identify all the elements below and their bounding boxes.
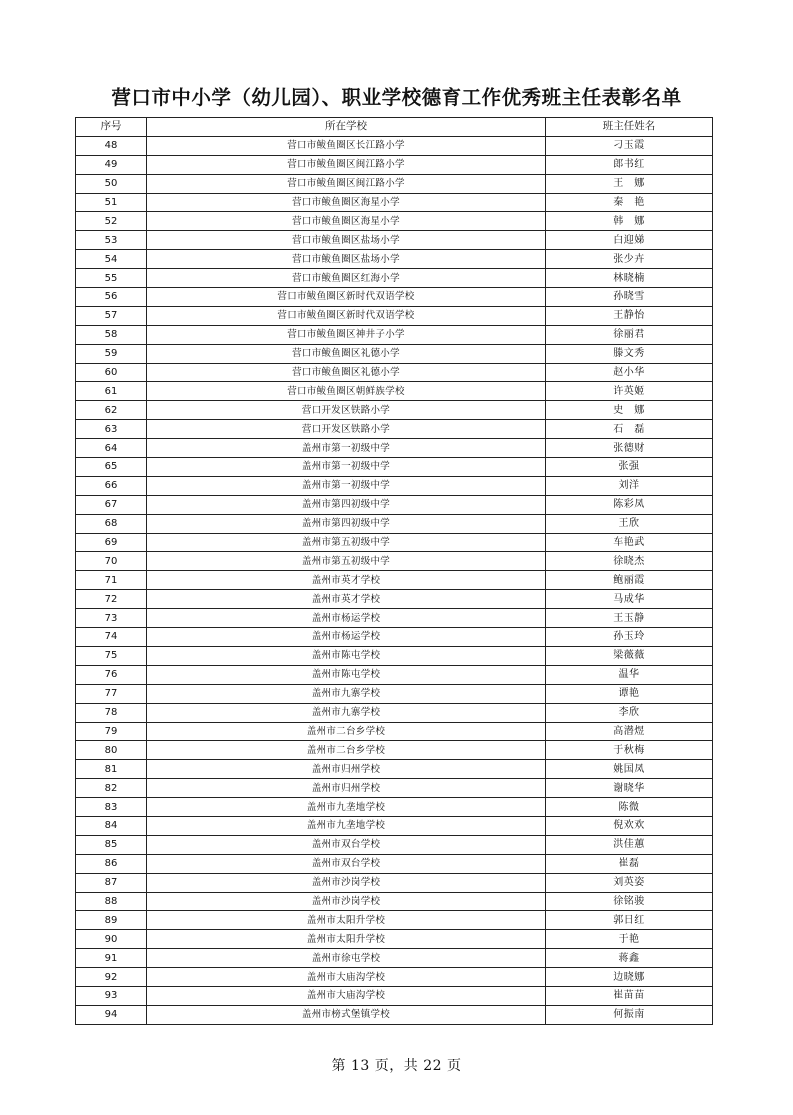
teacher-name: 郎书红 [546, 155, 713, 174]
teacher-name: 谭艳 [546, 684, 713, 703]
school-name: 营口开发区铁路小学 [147, 420, 546, 439]
table-row [76, 174, 713, 193]
table-row [76, 306, 713, 325]
row-number: 92 [76, 968, 147, 987]
row-number: 86 [76, 854, 147, 873]
teacher-name: 于艳 [546, 930, 713, 949]
table-row [76, 741, 713, 760]
table-row [76, 401, 713, 420]
table-row [76, 325, 713, 344]
teacher-name: 鲍丽霞 [546, 571, 713, 590]
school-name: 盖州市第五初级中学 [147, 533, 546, 552]
row-number: 93 [76, 986, 147, 1005]
row-number: 69 [76, 533, 147, 552]
teacher-name: 王欣 [546, 514, 713, 533]
table-row [76, 816, 713, 835]
table-row [76, 439, 713, 458]
table-body [76, 136, 713, 1024]
row-number: 75 [76, 646, 147, 665]
row-number: 79 [76, 722, 147, 741]
row-number: 55 [76, 269, 147, 288]
school-name: 盖州市太阳升学校 [147, 911, 546, 930]
teacher-name: 高潜煜 [546, 722, 713, 741]
table-row [76, 646, 713, 665]
teacher-name: 梁薇薇 [546, 646, 713, 665]
row-number: 66 [76, 476, 147, 495]
teacher-name: 张强 [546, 458, 713, 477]
page-title: 营口市中小学（幼儿园）、职业学校德育工作优秀班主任表彰名单 [111, 86, 682, 109]
row-number: 90 [76, 930, 147, 949]
school-name: 营口市鲅鱼圈区礼德小学 [147, 344, 546, 363]
teacher-name: 王玉静 [546, 609, 713, 628]
school-name: 营口市鲅鱼圈区盐场小学 [147, 231, 546, 250]
table-row [76, 571, 713, 590]
teacher-name: 韩 娜 [546, 212, 713, 231]
row-number: 54 [76, 250, 147, 269]
teacher-name: 蒋鑫 [546, 949, 713, 968]
school-name: 营口市鲅鱼圈区礼德小学 [147, 363, 546, 382]
table-header-row [76, 118, 713, 137]
teacher-name: 温华 [546, 665, 713, 684]
school-name: 盖州市九垄地学校 [147, 816, 546, 835]
school-name: 营口市鲅鱼圈区新时代双语学校 [147, 306, 546, 325]
row-number: 61 [76, 382, 147, 401]
teacher-name: 倪欢欢 [546, 816, 713, 835]
row-number: 88 [76, 892, 147, 911]
teacher-name: 秦 艳 [546, 193, 713, 212]
school-name: 盖州市第一初级中学 [147, 476, 546, 495]
table-row [76, 363, 713, 382]
table-row [76, 514, 713, 533]
school-name: 营口市鲅鱼圈区海星小学 [147, 212, 546, 231]
table-row [76, 949, 713, 968]
table-row [76, 854, 713, 873]
row-number: 91 [76, 949, 147, 968]
school-name: 盖州市二台乡学校 [147, 741, 546, 760]
table-row [76, 684, 713, 703]
row-number: 70 [76, 552, 147, 571]
school-name: 营口市鲅鱼圈区闽江路小学 [147, 174, 546, 193]
row-number: 71 [76, 571, 147, 590]
table-row [76, 344, 713, 363]
teacher-name: 陈彩凤 [546, 495, 713, 514]
teacher-name: 徐丽君 [546, 325, 713, 344]
row-number: 67 [76, 495, 147, 514]
table-row [76, 533, 713, 552]
school-name: 盖州市第五初级中学 [147, 552, 546, 571]
teacher-name: 石 磊 [546, 420, 713, 439]
table-row [76, 495, 713, 514]
row-number: 48 [76, 136, 147, 155]
table-row [76, 382, 713, 401]
row-number: 81 [76, 760, 147, 779]
row-number: 51 [76, 193, 147, 212]
school-name: 盖州市第一初级中学 [147, 458, 546, 477]
table-row [76, 873, 713, 892]
school-name: 盖州市九寨学校 [147, 703, 546, 722]
school-name: 营口市鲅鱼圈区朝鲜族学校 [147, 382, 546, 401]
row-number: 56 [76, 288, 147, 307]
teacher-name: 孙玉玲 [546, 628, 713, 647]
teacher-name: 孙晓雪 [546, 288, 713, 307]
table-row [76, 552, 713, 571]
row-number: 83 [76, 798, 147, 817]
school-name: 盖州市杨运学校 [147, 609, 546, 628]
school-name: 盖州市徐屯学校 [147, 949, 546, 968]
school-name: 盖州市九垄地学校 [147, 798, 546, 817]
table-row [76, 212, 713, 231]
teacher-name: 车艳武 [546, 533, 713, 552]
school-name: 营口市鲅鱼圈区长江路小学 [147, 136, 546, 155]
row-number: 68 [76, 514, 147, 533]
school-name: 营口市鲅鱼圈区新时代双语学校 [147, 288, 546, 307]
school-name: 营口市鲅鱼圈区神井子小学 [147, 325, 546, 344]
teacher-name: 徐铭骏 [546, 892, 713, 911]
school-name: 盖州市第四初级中学 [147, 495, 546, 514]
school-name: 营口市鲅鱼圈区盐场小学 [147, 250, 546, 269]
teacher-name: 史 娜 [546, 401, 713, 420]
teacher-name: 崔磊 [546, 854, 713, 873]
table-row [76, 609, 713, 628]
table-row [76, 835, 713, 854]
table-row [76, 665, 713, 684]
row-number: 94 [76, 1005, 147, 1024]
table-row [76, 779, 713, 798]
table-row [76, 1005, 713, 1024]
row-number: 78 [76, 703, 147, 722]
teacher-name: 滕文秀 [546, 344, 713, 363]
teacher-name: 徐晓杰 [546, 552, 713, 571]
row-number: 77 [76, 684, 147, 703]
table-row [76, 476, 713, 495]
row-number: 74 [76, 628, 147, 647]
row-number: 87 [76, 873, 147, 892]
row-number: 50 [76, 174, 147, 193]
table-row [76, 628, 713, 647]
school-name: 盖州市陈屯学校 [147, 665, 546, 684]
row-number: 53 [76, 231, 147, 250]
row-number: 64 [76, 439, 147, 458]
table-row [76, 155, 713, 174]
row-number: 62 [76, 401, 147, 420]
row-number: 89 [76, 911, 147, 930]
teacher-name: 王静怡 [546, 306, 713, 325]
row-number: 80 [76, 741, 147, 760]
teacher-name: 洪佳蕙 [546, 835, 713, 854]
row-number: 72 [76, 590, 147, 609]
school-name: 盖州市沙岗学校 [147, 873, 546, 892]
row-number: 59 [76, 344, 147, 363]
row-number: 73 [76, 609, 147, 628]
teacher-name: 于秋梅 [546, 741, 713, 760]
teacher-name: 刘英姿 [546, 873, 713, 892]
table-row [76, 136, 713, 155]
school-name: 盖州市英才学校 [147, 571, 546, 590]
teacher-name: 谢晓华 [546, 779, 713, 798]
row-number: 84 [76, 816, 147, 835]
teacher-name: 马成华 [546, 590, 713, 609]
school-name: 盖州市大庙沟学校 [147, 986, 546, 1005]
row-number: 85 [76, 835, 147, 854]
school-name: 营口市鲅鱼圈区闽江路小学 [147, 155, 546, 174]
row-number: 65 [76, 458, 147, 477]
teacher-name: 姚国凤 [546, 760, 713, 779]
table-row [76, 892, 713, 911]
table-row [76, 760, 713, 779]
school-name: 盖州市榜式堡镇学校 [147, 1005, 546, 1024]
teacher-name: 林晓楠 [546, 269, 713, 288]
table-row [76, 288, 713, 307]
row-number: 58 [76, 325, 147, 344]
school-name: 盖州市九寨学校 [147, 684, 546, 703]
school-name: 盖州市归州学校 [147, 779, 546, 798]
teacher-name: 刘洋 [546, 476, 713, 495]
school-name: 盖州市归州学校 [147, 760, 546, 779]
table-row [76, 420, 713, 439]
row-number: 76 [76, 665, 147, 684]
table-row [76, 703, 713, 722]
school-name: 盖州市太阳升学校 [147, 930, 546, 949]
row-number: 52 [76, 212, 147, 231]
column-header-number: 序号 [76, 118, 147, 137]
school-name: 盖州市沙岗学校 [147, 892, 546, 911]
table-row [76, 798, 713, 817]
page-number: 第 13 页，共 22 页 [331, 1058, 462, 1074]
teacher-name: 崔苗苗 [546, 986, 713, 1005]
teacher-name: 张德财 [546, 439, 713, 458]
teacher-name: 何振南 [546, 1005, 713, 1024]
school-name: 盖州市双台学校 [147, 854, 546, 873]
row-number: 60 [76, 363, 147, 382]
teacher-name: 郭日红 [546, 911, 713, 930]
table-row [76, 722, 713, 741]
teacher-name: 边晓娜 [546, 968, 713, 987]
row-number: 57 [76, 306, 147, 325]
column-header-teacher-name: 班主任姓名 [546, 118, 713, 137]
teacher-name: 张少卉 [546, 250, 713, 269]
teacher-name: 陈微 [546, 798, 713, 817]
table-row [76, 930, 713, 949]
table-row [76, 231, 713, 250]
teacher-name: 赵小华 [546, 363, 713, 382]
table-row [76, 458, 713, 477]
school-name: 盖州市英才学校 [147, 590, 546, 609]
table-row [76, 590, 713, 609]
school-name: 盖州市大庙沟学校 [147, 968, 546, 987]
school-name: 盖州市陈屯学校 [147, 646, 546, 665]
school-name: 盖州市双台学校 [147, 835, 546, 854]
table-row [76, 986, 713, 1005]
school-name: 盖州市杨运学校 [147, 628, 546, 647]
table-row [76, 193, 713, 212]
table-row [76, 911, 713, 930]
column-header-school: 所在学校 [147, 118, 546, 137]
row-number: 63 [76, 420, 147, 439]
school-name: 盖州市第一初级中学 [147, 439, 546, 458]
school-name: 营口市鲅鱼圈区红海小学 [147, 269, 546, 288]
school-name: 盖州市第四初级中学 [147, 514, 546, 533]
table-row [76, 250, 713, 269]
school-name: 营口开发区铁路小学 [147, 401, 546, 420]
teacher-name: 刁玉霞 [546, 136, 713, 155]
school-name: 营口市鲅鱼圈区海星小学 [147, 193, 546, 212]
honor-roll-table [75, 117, 713, 1025]
teacher-name: 李欣 [546, 703, 713, 722]
table-row [76, 269, 713, 288]
row-number: 49 [76, 155, 147, 174]
teacher-name: 许英姬 [546, 382, 713, 401]
school-name: 盖州市二台乡学校 [147, 722, 546, 741]
teacher-name: 白迎娣 [546, 231, 713, 250]
table-row [76, 968, 713, 987]
teacher-name: 王 娜 [546, 174, 713, 193]
row-number: 82 [76, 779, 147, 798]
